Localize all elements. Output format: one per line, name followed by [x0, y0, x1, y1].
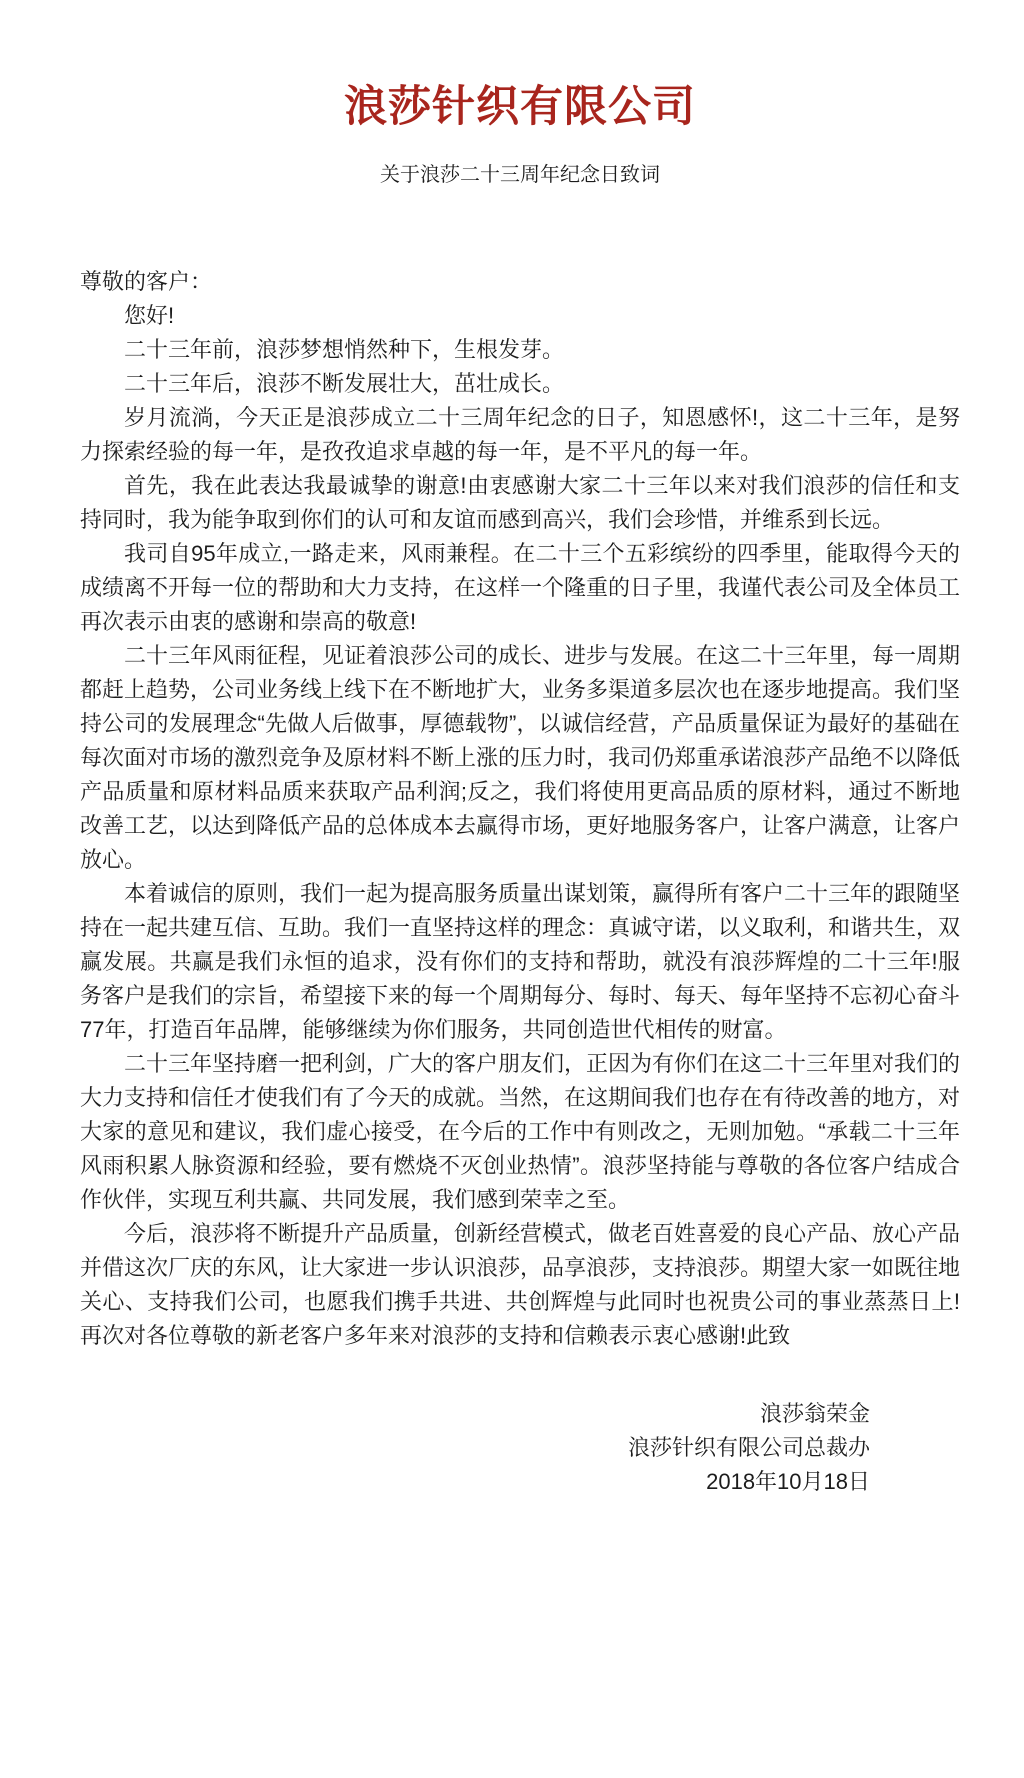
company-title: 浪莎针织有限公司: [344, 83, 696, 131]
paragraph-future: 今后，浪莎将不断提升产品质量，创新经营模式，做老百姓喜爱的良心产品、放心产品并借这次厂庆的东风，让大家进一步认识浪莎，品享浪莎，支持浪莎。期望大家一如既往地关心、支持我们公司，也愿我们携手共进、共创辉煌与此同时也祝贵公司的事业蒸蒸日上!再次对各位尊敬的新老客户多年来对浪莎的支持和信赖表示衷心感谢!此致: [80, 1221, 961, 1349]
paragraph-improvement: 二十三年坚持磨一把利剑，广大的客户朋友们，正因为有你们在这二十三年里对我们的大力支持和信任才使我们有了今天的成就。当然，在这期间我们也存在有待改善的地方，对大家的意见和建议，我们虚心接受，在今后的工作中有则改之，无则加勉。“承载二十三年风雨积累人脉资源和经验，要有燃烧不灭创业热情”。浪莎坚持能与尊敬的各位客户结成合作伙伴，实现互利共赢、共同发展，我们感到荣幸之至。: [80, 1051, 961, 1213]
paragraph-anniversary: 岁月流淌，今天正是浪莎成立二十三周年纪念的日子，知恩感怀!，这二十三年，是努力探索经验的每一年，是孜孜追求卓越的每一年，是不平凡的每一年。: [80, 405, 960, 465]
salutation: 尊敬的客户：: [80, 269, 213, 295]
signature-name: 浪莎翁荣金: [759, 1401, 870, 1427]
letter-body: [80, 265, 960, 1353]
paragraph-thanks: 首先，我在此表达我最诚挚的谢意!由衷感谢大家二十三年以来对我们浪莎的信任和支持同时，我为能争取到你们的认可和友谊而感到高兴，我们会珍惜，并维系到长远。: [80, 473, 960, 533]
signature-block: [80, 1397, 960, 1499]
signature-department: 浪莎针织有限公司总裁办: [627, 1435, 870, 1461]
signature-date: 2018年10月18日: [706, 1469, 870, 1495]
paragraph-philosophy: 二十三年风雨征程，见证着浪莎公司的成长、进步与发展。在这二十三年里，每一周期都赶上趋势，公司业务线上线下在不断地扩大，业务多渠道多层次也在逐步地提高。我们坚持公司的发展理念“先做人后做事，厚德载物”，以诚信经营，产品质量保证为最好的基础在每次面对市场的激烈竞争及原材料不断上涨的压力时，我司仍郑重承诺浪莎产品绝不以降低产品质量和原材料品质来获取产品利润;反之，我们将使用更高品质的原材料，通过不断地改善工艺，以达到降低产品的总体成本去赢得市场，更好地服务客户，让客户满意，让客户放心。: [80, 643, 961, 873]
paragraph-seed: 二十三年前，浪莎梦想悄然种下，生根发芽。: [124, 337, 565, 363]
paragraph-greeting: 您好!: [124, 303, 175, 329]
doc-subtitle: 关于浪莎二十三周年纪念日致词: [380, 164, 660, 187]
paragraph-history: 我司自95年成立,一路走来，风雨兼程。在二十三个五彩缤纷的四季里，能取得今天的成绩离不开每一位的帮助和大力支持，在这样一个隆重的日子里，我谨代表公司及全体员工再次表示由衷的感谢和崇高的敬意!: [80, 541, 961, 635]
paragraph-integrity: 本着诚信的原则，我们一起为提高服务质量出谋划策，赢得所有客户二十三年的跟随坚持在一起共建互信、互助。我们一直坚持这样的理念：真诚守诺，以义取利，和谐共生，双赢发展。共赢是我们永恒的追求，没有你们的支持和帮助，就没有浪莎辉煌的二十三年!服务客户是我们的宗旨，希望接下来的每一个周期每分、每时、每天、每年坚持不忘初心奋斗77年，打造百年品牌，能够继续为你们服务，共同创造世代相传的财富。: [80, 881, 961, 1043]
paragraph-growth: 二十三年后，浪莎不断发展壮大，茁壮成长。: [124, 371, 565, 397]
